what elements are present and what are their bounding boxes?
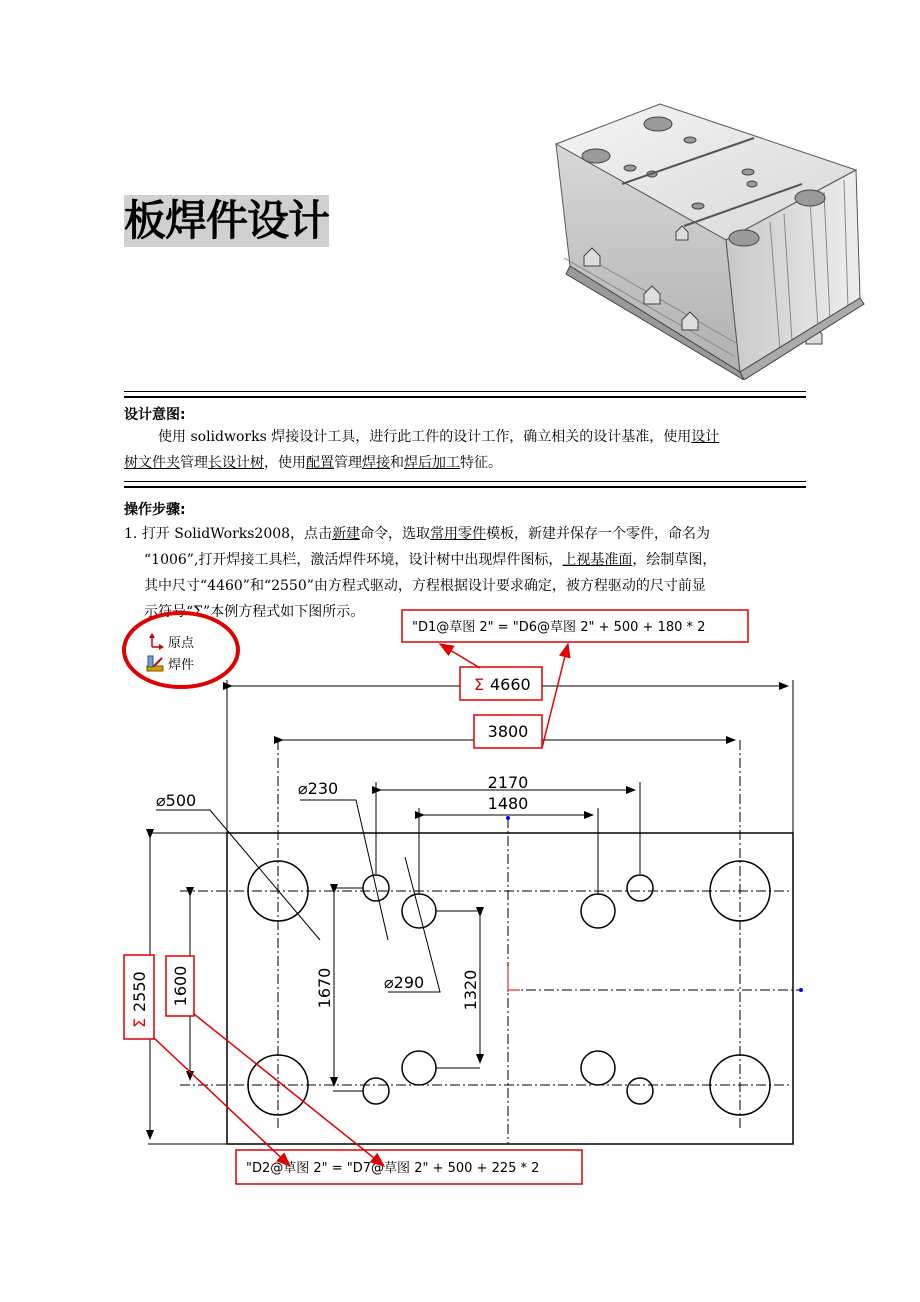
link-config: 配置 <box>306 455 334 471</box>
driving-dim-3800 <box>474 715 542 748</box>
driven-dim-4660 <box>460 667 542 700</box>
highlight-circle <box>124 613 238 687</box>
section-divider <box>124 481 806 488</box>
link-design: 设计 <box>691 429 720 445</box>
link-weld: 焊接 <box>362 455 390 471</box>
link-post-weld: 焊后加工 <box>404 455 460 471</box>
svg-text:Σ: Σ <box>130 1017 149 1028</box>
svg-text:"D2@草图 2" = "D7@草图 2" + 500 +: "D2@草图 2" = "D7@草图 2" + 500 + 225 * 2 <box>246 1161 540 1176</box>
link-tree-folder: 树文件夹 <box>124 455 180 471</box>
section-divider <box>124 391 806 398</box>
tree-item-weldment[interactable]: 焊件 <box>146 652 194 674</box>
sketch-drawing <box>0 600 920 1200</box>
intent-paragraph: 使用 solidworks 焊接设计工具，进行此工件的设计工作，确立相关的设计基准，使用设计 树文件夹管理长设计树，使用配置管理焊接和焊后加工特征。 <box>124 429 720 471</box>
driven-dim-2550 <box>124 955 154 1039</box>
dim-1480-label: 1480 <box>487 794 529 813</box>
outer-rectangle <box>227 833 793 1144</box>
svg-text:1600: 1600 <box>171 965 190 1007</box>
dim-2170-label: 2170 <box>487 773 529 792</box>
weldment-3d-image <box>548 98 874 380</box>
step-1: 1. 打开 SolidWorks2008，点击新建命令，选取常用零件模板，新建并保存一个零件，命名为 “1006”,打开焊接工具栏，激活焊件环境，设计树中出现焊件图标，上视基准面，绘制草图， 其中尺寸“4460”和“2550”由方程式驱动，方程根据设计要求确定，被方程驱动的尺寸前显 示符号“Σ”本例方程式如下图所示。 <box>124 526 717 620</box>
dim-1670-label: 1670 <box>315 967 334 1009</box>
equation-1 <box>402 610 748 642</box>
tree-item-origin[interactable]: 原点 <box>146 630 194 652</box>
svg-text:2550: 2550 <box>130 971 149 1012</box>
intent-heading: 设计意图: <box>124 407 186 423</box>
driving-dim-1600 <box>166 956 194 1016</box>
equation-2 <box>236 1150 582 1184</box>
svg-text:"D1@草图 2" = "D6@草图 2" + 500 +: "D1@草图 2" = "D6@草图 2" + 500 + 180 * 2 <box>412 620 706 635</box>
svg-text:Σ: Σ <box>474 675 485 694</box>
svg-text:4660: 4660 <box>490 675 531 694</box>
svg-text:3800: 3800 <box>487 722 529 741</box>
dim-290-label: ⌀290 <box>384 973 425 992</box>
link-long-tree: 长设计树 <box>208 455 264 471</box>
dim-230-label: ⌀230 <box>298 779 339 798</box>
steps-heading: 操作步骤: <box>124 502 186 518</box>
page-title: 板焊件设计 <box>124 196 330 245</box>
dim-500-label: ⌀500 <box>156 791 197 810</box>
dim-1320-label: 1320 <box>461 969 480 1011</box>
